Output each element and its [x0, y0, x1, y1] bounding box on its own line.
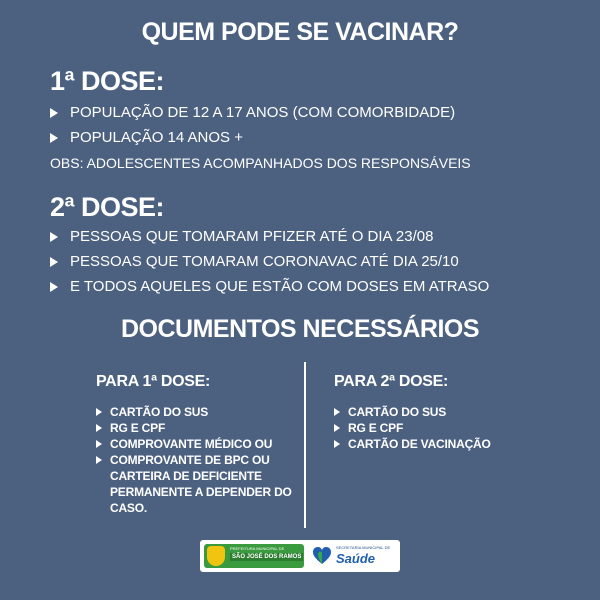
- page-title: QUEM PODE SE VACINAR?: [141, 18, 459, 46]
- arrow-right-icon: [50, 282, 58, 292]
- list-item: PESSOAS QUE TOMARAM PFIZER ATÉ O DIA 23/08: [50, 224, 489, 249]
- second-dose-docs-list: [334, 404, 534, 452]
- first-dose-heading: 1ª DOSE:: [50, 66, 165, 96]
- arrow-right-icon: [96, 408, 102, 416]
- arrow-right-icon: [334, 440, 340, 448]
- second-dose-docs-heading: PARA 2ª DOSE:: [334, 373, 449, 390]
- arrow-right-icon: [96, 424, 102, 432]
- secretaria-label: SECRETARIA MUNICIPAL DE: [336, 545, 391, 550]
- list-item: CARTÃO DO SUS: [334, 404, 534, 420]
- prefeitura-name: SÃO JOSÉ DOS RAMOS: [232, 554, 302, 560]
- column-divider: [304, 362, 306, 528]
- arrow-right-icon: [96, 440, 102, 448]
- secretaria-saude-logo: [310, 542, 396, 570]
- list-item: COMPROVANTE MÉDICO OU: [96, 436, 296, 452]
- second-dose-list: [50, 224, 489, 299]
- list-item: POPULAÇÃO 14 ANOS +: [50, 125, 455, 150]
- arrow-right-icon: [50, 108, 58, 118]
- list-item: RG E CPF: [334, 420, 534, 436]
- crest-icon: [207, 546, 225, 566]
- first-dose-docs-heading: PARA 1ª DOSE:: [96, 373, 211, 390]
- list-item: CARTÃO DO SUS: [96, 404, 296, 420]
- obs-note: OBS: ADOLESCENTES ACOMPANHADOS DOS RESPONSÁVEIS: [50, 155, 471, 171]
- list-item: COMPROVANTE DE BPC OU CARTEIRA DE DEFICIENTE PERMANENTE A DEPENDER DO CASO.: [96, 452, 296, 516]
- list-item: RG E CPF: [96, 420, 296, 436]
- first-dose-docs-list: [96, 404, 296, 516]
- heart-icon: [312, 546, 332, 566]
- second-dose-heading: 2ª DOSE:: [50, 192, 165, 222]
- arrow-right-icon: [96, 456, 102, 464]
- footer-logos: [200, 540, 400, 572]
- arrow-right-icon: [334, 424, 340, 432]
- list-item: PESSOAS QUE TOMARAM CORONAVAC ATÉ DIA 25/10: [50, 249, 489, 274]
- first-dose-list: [50, 100, 455, 150]
- list-item: E TODOS AQUELES QUE ESTÃO COM DOSES EM ATRASO: [50, 274, 489, 299]
- prefeitura-label: PREFEITURA MUNICIPAL DE: [230, 546, 285, 551]
- arrow-right-icon: [50, 257, 58, 267]
- list-item: POPULAÇÃO DE 12 A 17 ANOS (COM COMORBIDADE): [50, 100, 455, 125]
- arrow-right-icon: [50, 133, 58, 143]
- documents-title: DOCUMENTOS NECESSÁRIOS: [120, 315, 480, 343]
- prefeitura-logo: [204, 544, 304, 568]
- arrow-right-icon: [334, 408, 340, 416]
- secretaria-name: Saúde: [336, 551, 376, 566]
- arrow-right-icon: [50, 232, 58, 242]
- list-item: CARTÃO DE VACINAÇÃO: [334, 436, 534, 452]
